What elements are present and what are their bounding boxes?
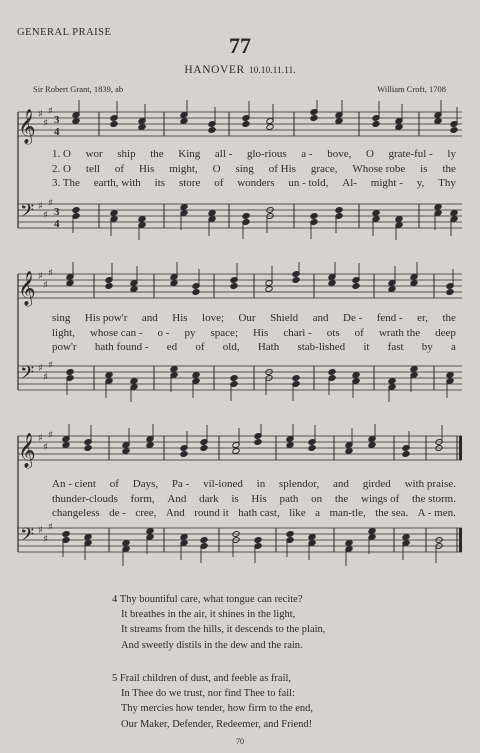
note-head <box>254 439 262 446</box>
lyric-syllable: of <box>354 326 364 339</box>
lyric-syllable: O <box>212 162 221 175</box>
note-head <box>388 286 396 293</box>
note-head <box>446 372 454 379</box>
sharp-icon: ♯ <box>48 198 53 209</box>
lyric-syllable: wonders <box>237 177 275 189</box>
note-head <box>368 442 376 449</box>
treble-clef-icon: 𝄞 <box>18 433 36 468</box>
lyric-syllable: chari - <box>283 326 312 339</box>
note-head <box>308 534 316 541</box>
lyric-syllable: An - cient <box>52 478 96 490</box>
sharp-icon: ♯ <box>43 118 48 129</box>
lyric-syllable: of His <box>268 162 296 175</box>
verse-line <box>112 592 325 607</box>
lyric-syllable: Days, <box>132 478 159 490</box>
lyric-syllable: His pow'r <box>84 312 128 324</box>
lyric-syllable: cree, <box>135 507 157 519</box>
verse-line: In Thee do we trust, nor find Thee to fail: <box>121 688 295 700</box>
lyric-syllable: round it <box>194 507 229 519</box>
note-head <box>208 127 216 134</box>
lyric-syllable: a - <box>301 148 313 160</box>
note-head <box>230 375 238 382</box>
verse-line: Our Maker, Defender, Redeemer, and Friend! <box>121 718 313 730</box>
note-head <box>200 537 208 544</box>
lyric-syllable: of <box>114 162 125 175</box>
lyric-syllable: form, <box>130 492 155 505</box>
note-head <box>254 537 262 544</box>
note-head <box>146 442 154 449</box>
lyric-syllable: ship <box>117 148 136 160</box>
sharp-icon: ♯ <box>48 106 53 117</box>
note-head <box>368 528 376 535</box>
lyric-syllable: Whose robe <box>352 162 406 175</box>
note-head <box>130 378 138 385</box>
note-head <box>180 204 188 211</box>
lyric-syllable: hath cast, <box>238 507 280 519</box>
note-head <box>180 451 188 458</box>
meter: 10.10.11.11. <box>248 66 296 76</box>
lyric-syllable: wrath the <box>378 326 421 339</box>
sharp-icon: ♯ <box>38 433 43 444</box>
lyric-syllable: Our <box>238 312 256 324</box>
time-signature-top: 3 <box>54 114 60 126</box>
lyric-line <box>52 176 456 191</box>
note-head <box>72 207 80 214</box>
note-head <box>450 127 458 134</box>
verse-text: Thy bountiful care, what tongue can recite? <box>119 594 303 605</box>
lyric-syllable: and <box>141 312 158 324</box>
note-head <box>410 366 418 373</box>
note-head <box>170 366 178 373</box>
note-head <box>266 124 274 131</box>
lyric-syllable: of <box>214 177 224 189</box>
lyric-syllable: the <box>150 148 164 160</box>
lyric-syllable: bove, <box>327 148 352 160</box>
lyric-syllable: wings of <box>361 492 400 505</box>
lyric-syllable: His <box>253 326 269 339</box>
sharp-icon: ♯ <box>38 109 43 120</box>
sharp-icon: ♯ <box>43 210 48 221</box>
lyric-syllable: its <box>154 177 166 189</box>
lyric-syllable: on <box>311 492 323 505</box>
lyric-syllable: in <box>256 478 266 490</box>
bass-clef-icon: 𝄢 <box>20 363 35 388</box>
lyric-syllable: vil-ioned <box>203 478 243 490</box>
note-head <box>180 118 188 125</box>
lyric-syllable: the storm. <box>411 492 456 505</box>
verse-5 <box>112 671 313 732</box>
sharp-icon: ♯ <box>38 525 43 536</box>
lyric-line <box>52 340 456 355</box>
note-head <box>372 210 380 217</box>
note-head <box>434 204 442 211</box>
lyric-syllable: all - <box>214 148 233 160</box>
tune-line <box>0 64 480 76</box>
note-head <box>292 277 300 284</box>
sharp-icon: ♯ <box>48 522 53 533</box>
verse-number: 5 <box>112 673 118 684</box>
note-head <box>72 118 80 125</box>
note-head <box>434 118 442 125</box>
lyric-syllable: py <box>184 326 196 339</box>
lyric-syllable: King <box>178 148 201 160</box>
note-head <box>402 534 410 541</box>
sharp-icon: ♯ <box>38 363 43 374</box>
note-head <box>286 531 294 538</box>
lyric-line <box>52 147 456 162</box>
bass-clef-icon: 𝄢 <box>20 201 35 226</box>
lyric-syllable: a <box>451 341 456 353</box>
note-head <box>200 445 208 452</box>
lyric-syllable: grace, <box>310 162 338 175</box>
note-head <box>130 286 138 293</box>
note-head <box>402 451 410 458</box>
note-head <box>345 540 353 547</box>
lyric-line <box>52 492 456 507</box>
lyric-syllable: Hath <box>257 341 280 353</box>
bass-clef-icon: 𝄢 <box>20 525 35 550</box>
lyric-syllable: un - told, <box>288 177 329 189</box>
note-head <box>328 369 336 376</box>
note-head <box>292 375 300 382</box>
lyric-syllable: stab-lished <box>297 341 346 353</box>
verse-text: Frail children of dust, and feeble as frail, <box>119 673 292 684</box>
note-head <box>105 372 113 379</box>
lyric-syllable: changeless <box>52 507 100 519</box>
note-head <box>446 289 454 296</box>
verse-line: And sweetly distils in the dew and the rain. <box>121 639 303 651</box>
note-head <box>122 448 130 455</box>
tune-name: HANOVER <box>184 64 245 76</box>
note-head <box>345 448 353 455</box>
verse-line <box>112 671 313 686</box>
lyric-syllable: y, <box>416 177 425 189</box>
note-head <box>352 283 360 290</box>
lyric-syllable: tell <box>85 162 100 175</box>
lyric-syllable: earth, with <box>93 177 141 189</box>
lyric-syllable: glo-rious <box>246 148 287 160</box>
lyric-syllable: and <box>333 478 349 490</box>
lyric-syllable: fast <box>387 341 404 353</box>
lyric-syllable: 1. O <box>52 148 71 160</box>
note-head <box>105 283 113 290</box>
note-head <box>335 118 343 125</box>
note-head <box>395 216 403 223</box>
lyric-syllable: girded <box>362 478 391 490</box>
lyric-syllable: Shield <box>270 312 299 324</box>
lyric-syllable: And <box>165 507 185 519</box>
sharp-icon: ♯ <box>43 442 48 453</box>
lyric-syllable: splendor, <box>279 478 320 490</box>
lyric-syllable: of <box>195 341 205 353</box>
lyric-syllable: with praise. <box>404 478 456 490</box>
section-heading: GENERAL PRAISE <box>17 27 112 38</box>
note-head <box>110 121 118 128</box>
lyric-syllable: His <box>139 162 155 175</box>
verse-line: Thy mercies how tender, how firm to the end, <box>121 703 314 715</box>
lyric-syllable: er, <box>417 312 429 324</box>
note-head <box>242 213 250 220</box>
lyric-syllable: by <box>421 341 433 353</box>
lyric-syllable: deep <box>435 326 456 339</box>
verse-line: It streams from the hills, it descends to the plain, <box>121 624 326 636</box>
note-head <box>308 445 316 452</box>
lyric-syllable: dark <box>199 492 219 505</box>
note-head <box>232 448 240 455</box>
note-head <box>122 540 130 547</box>
note-head <box>230 283 238 290</box>
lyric-syllable: O <box>365 148 374 160</box>
time-signature-bottom: 4 <box>54 126 60 138</box>
lyric-syllable: fend - <box>376 312 403 324</box>
note-head <box>335 207 343 214</box>
lyric-syllable: store <box>178 177 201 189</box>
lyric-syllable: and <box>312 312 329 324</box>
note-head <box>84 445 92 452</box>
lyric-line <box>52 506 456 521</box>
note-head <box>310 115 318 122</box>
note-head <box>242 121 250 128</box>
sharp-icon: ♯ <box>48 268 53 279</box>
verse-number: 4 <box>112 594 118 605</box>
sharp-icon: ♯ <box>43 280 48 291</box>
lyric-syllable: like <box>289 507 306 519</box>
lyric-syllable: the <box>442 312 456 324</box>
lyric-syllable: the <box>334 492 349 505</box>
verse-4 <box>112 592 325 653</box>
note-head <box>170 280 178 287</box>
lyric-syllable: 3. The <box>52 177 80 189</box>
lyric-syllable: wor <box>85 148 103 160</box>
lyric-syllable: Al- <box>342 177 357 189</box>
hymn-number: 77 <box>229 33 251 58</box>
treble-clef-icon: 𝄞 <box>18 109 36 144</box>
lyric-syllable: grate-ful - <box>388 148 433 160</box>
note-head <box>208 210 216 217</box>
lyric-syllable: A - men. <box>417 507 456 519</box>
note-head <box>310 213 318 220</box>
lyric-syllable: is <box>420 162 428 175</box>
note-head <box>388 378 396 385</box>
note-head <box>62 531 70 538</box>
note-head <box>410 280 418 287</box>
lyric-syllable: De - <box>343 312 363 324</box>
sharp-icon: ♯ <box>48 360 53 371</box>
lyric-syllable: man-tle, <box>329 507 366 519</box>
lyric-syllable: His <box>172 312 188 324</box>
lyric-line <box>52 162 456 177</box>
lyric-syllable: Pa - <box>171 478 190 490</box>
sharp-icon: ♯ <box>48 430 53 441</box>
note-head <box>138 124 146 131</box>
note-head <box>66 369 74 376</box>
sharp-icon: ♯ <box>43 534 48 545</box>
treble-clef-icon: 𝄞 <box>18 271 36 306</box>
note-head <box>352 372 360 379</box>
time-signature-bottom: 4 <box>54 218 60 230</box>
sharp-icon: ♯ <box>43 372 48 383</box>
lyric-syllable: old, <box>222 341 240 353</box>
note-head <box>450 210 458 217</box>
lyric-line <box>52 477 456 492</box>
lyric-syllable: space; <box>210 326 238 339</box>
note-head <box>192 289 200 296</box>
note-head <box>328 280 336 287</box>
lyric-syllable: His <box>251 492 267 505</box>
lyric-line <box>52 326 456 341</box>
lyric-syllable: ed <box>166 341 178 353</box>
lyric-syllable: And <box>167 492 187 505</box>
lyric-syllable: might, <box>169 162 198 175</box>
note-head <box>66 280 74 287</box>
verse-line: It breathes in the air, it shines in the light, <box>121 609 296 621</box>
lyric-syllable: a <box>315 507 320 519</box>
lyric-syllable: ots <box>326 326 340 339</box>
note-head <box>372 121 380 128</box>
words-credit: Sir Robert Grant, 1839, ab <box>33 84 124 94</box>
sharp-icon: ♯ <box>38 271 43 282</box>
lyric-syllable: light, <box>52 326 75 339</box>
time-signature-top: 3 <box>54 206 60 218</box>
lyric-syllable: Thy <box>438 177 456 189</box>
page-number: 70 <box>236 737 244 746</box>
lyric-syllable: the <box>442 162 456 175</box>
note-head <box>180 534 188 541</box>
note-head <box>146 528 154 535</box>
final-bar-line <box>459 528 462 552</box>
lyric-syllable: it <box>363 341 370 353</box>
lyric-syllable: is <box>231 492 239 505</box>
note-head <box>265 286 273 293</box>
lyric-line <box>52 311 456 326</box>
note-head <box>286 442 294 449</box>
lyrics-system-1 <box>52 147 456 191</box>
lyric-syllable: sing <box>52 312 71 324</box>
lyric-syllable: hath found - <box>94 341 149 353</box>
lyric-syllable: love; <box>202 312 225 324</box>
note-head <box>62 442 70 449</box>
lyric-syllable: the sea. <box>375 507 409 519</box>
note-head <box>138 216 146 223</box>
note-head <box>192 372 200 379</box>
lyrics-system-3 <box>52 477 456 521</box>
lyric-syllable: o - <box>157 326 170 339</box>
lyric-syllable: sing <box>235 162 254 175</box>
lyric-syllable: thunder-clouds <box>52 492 118 505</box>
lyric-syllable: path <box>279 492 299 505</box>
final-bar-line <box>459 436 462 460</box>
lyric-syllable: of <box>109 478 119 490</box>
note-head <box>84 534 92 541</box>
note-head <box>110 210 118 217</box>
lyrics-system-2 <box>52 311 456 355</box>
lyric-syllable: whose can - <box>89 326 143 339</box>
sharp-icon: ♯ <box>38 201 43 212</box>
lyric-syllable: might - <box>370 177 403 189</box>
lyric-syllable: pow'r <box>52 341 77 353</box>
lyric-syllable: de - <box>109 507 126 519</box>
note-head <box>395 124 403 131</box>
music-credit: William Croft, 1708 <box>377 84 446 94</box>
lyric-syllable: 2. O <box>52 162 71 175</box>
lyric-syllable: ly <box>447 148 456 160</box>
